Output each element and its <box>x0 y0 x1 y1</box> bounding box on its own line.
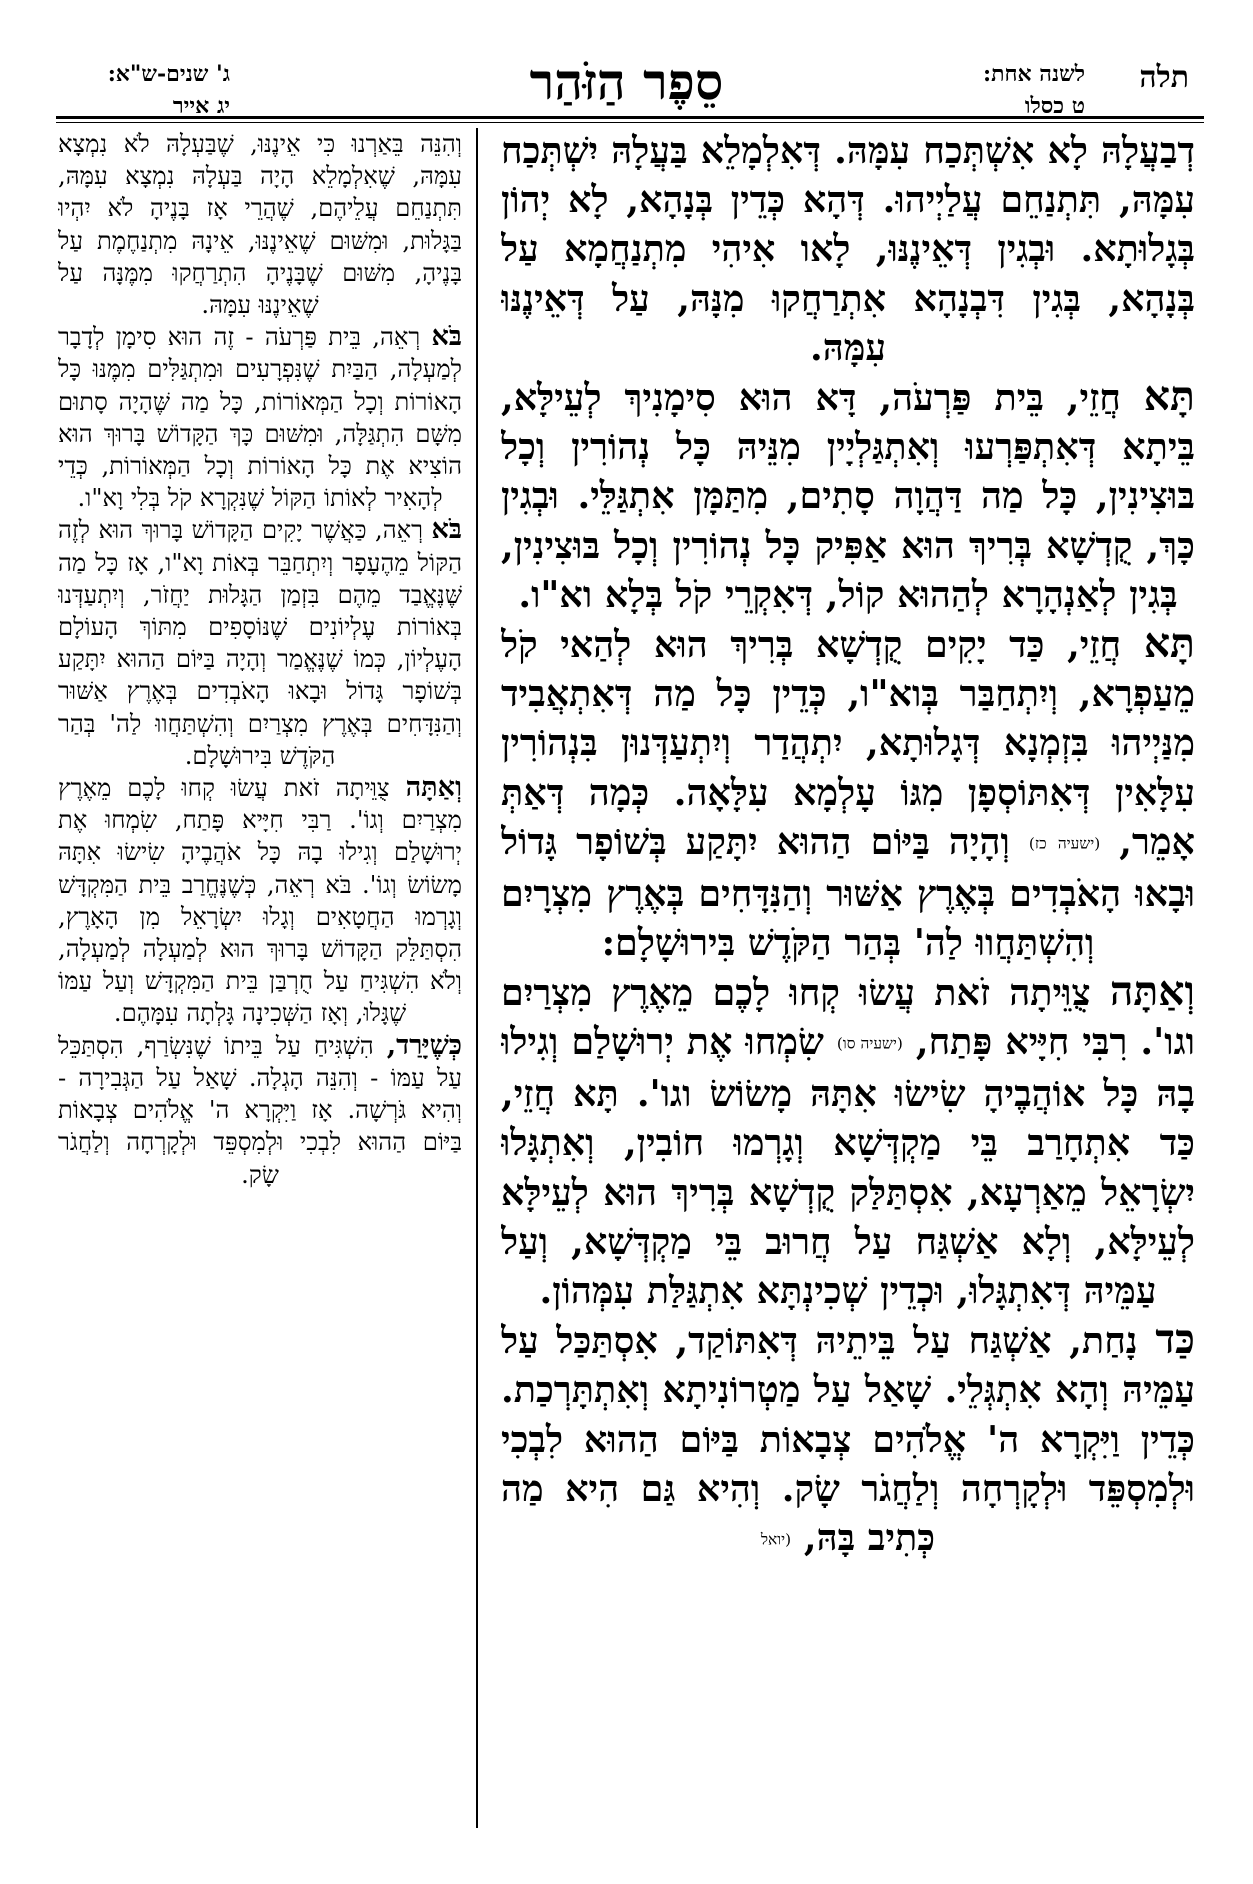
aramaic-column <box>501 126 1195 1834</box>
header-rule <box>56 116 1204 119</box>
header-rule-thin <box>56 122 1204 123</box>
page-header <box>0 0 1253 118</box>
opening-word: כַּד <box>1155 1315 1195 1364</box>
scripture-reference: (ישעיה כז) <box>1028 834 1101 853</box>
scripture-reference: (ישעיה סו) <box>836 1034 903 1053</box>
three-year-schedule <box>70 58 230 122</box>
page-number: תלה <box>1139 60 1189 95</box>
opening-word: בֹּא <box>431 321 462 353</box>
main-paragraph-1: דְבַעֲלָהּ לָא אִשְׁתְּכַח עִמָּהּ. דְּאִלְמָלֵא בַּעֲלָהּ יִשְׁתְּכַח עִמָּהּ, תִּתְנַחֵם עֲלַיְיהוּ. דְּהָא כְּדֵין בְּנָהָא, לָא יְהוֹן בְּגָלוּתָא. וּבְגִין דְּאֵינֶנּוּ, לָאו אִיהִי מִתְנַחֲמָא עַל בְּנָהָא, בְּגִין דִּבְנָהָא אִתְרַחֲקוּ מִנָּהּ, עַל דְּאֵינֶנּוּ עִמָּהּ. <box>501 129 1195 369</box>
side-paragraph-3: בֹּא רְאֵה, כַּאֲשֶׁר יָקִים הַקָּדוֹשׁ בָּרוּךְ הוּא לְזֶה הַקּוֹל מֵהֶעָפָר וְיִתְחַבֵּר בְּאוֹת וָא"ו, אָז כָּל מַה שֶּׁנֶּאֱבַד מֵהֶם בִּזְמַן הַגָּלוּת יַחֲזֹר, וְיִתְעַדְּנוּ בְּאוֹרוֹת עֶלְיוֹנִים שֶׁנּוֹסָפִים מִתּוֹךְ הָעוֹלָם הָעֶלְיוֹן, כְּמוֹ שֶׁנֶּאֱמַר וְהָיָה בַּיּוֹם הַהוּא יִתָּקַע בְּשׁוֹפָר גָּדוֹל וּבָאוּ הָאֹבְדִים בְּאֶרֶץ אַשּׁוּר וְהַנִּדָּחִים בְּאֶרֶץ מִצְרַיִם וְהִשְׁתַּחֲווּ לַה' בְּהַר הַקֹּדֶשׁ בִּירוּשָׁלָם. <box>58 514 462 770</box>
opening-word: בֹּא <box>431 514 462 546</box>
opening-word: כְּשֶׁיָּרַד, <box>386 1029 462 1061</box>
three-year-schedule-date: יג אייר <box>172 93 230 119</box>
column-divider <box>476 128 478 1828</box>
opening-word: תָּא <box>1143 619 1195 668</box>
main-paragraph-2: תָּא חֲזֵי, בֵּית פַּרְעֹה, דָּא הוּא סִימָנִיךְ לְעֵילָּא, בֵּיתָא דְּאִתְפַּרְעוּ וְאִתְגַּלְיָין מִנֵּיהּ כָּל נְהוֹרִין וְכָל בּוּצִינִין, כָּל מַה דַּהֲוָה סָתִים, מִתַּמָּן אִתְגַּלֵּי. וּבְגִין כָּךְ, קֻדְשָׁא בְּרִיךְ הוּא אַפִּיק כָּל נְהוֹרִין וְכָל בּוּצִינִין, בְּגִין לְאַנְהָרָא לְהַהוּא קוֹל, דְּאִקְרֵי קֹל בְּלָא וא"ו. <box>501 372 1195 616</box>
side-paragraph-2: בֹּא רְאֵה, בֵּית פַּרְעֹה - זֶה הוּא סִימָן לְדָבָר לְמַעְלָה, הַבַּיִת שֶׁנִּפְרָעִים וּמִתְגַּלִּים מִמֶּנּוּ כָּל הָאוֹרוֹת וְכָל הַמְּאוֹרוֹת, כָּל מַה שֶּׁהָיָה סָתוּם מִשָּׁם הִתְגַּלָּה, וּמִשּׁוּם כָּךְ הַקָּדוֹשׁ בָּרוּךְ הוּא הוֹצִיא אֶת כָּל הָאוֹרוֹת וְכָל הַמְּאוֹרוֹת, כְּדֵי לְהָאִיר לְאוֹתוֹ הַקּוֹל שֶׁנִּקְרָא קֹל בְּלִי וָא"ו. <box>58 321 462 513</box>
side-paragraph-5: כְּשֶׁיָּרַד, הִשְׁגִּיחַ עַל בֵּיתוֹ שֶׁנִּשְׂרַף, הִסְתַּכֵּל עַל עַמּוֹ - וְהִנֵּה הָגְלָה. שָׁאַל עַל הַגְּבִירָה - וְהִיא גֹּרְשָׁה. אָז וַיִּקְרָא ה' אֱלֹהִים צְבָאוֹת בַּיּוֹם הַהוּא לִבְכִי וּלְמִסְפֵּד וּלְקָרְחָה וְלַחֲגֹר שָׂק. <box>58 1029 462 1189</box>
book-title: סֵפֶר הַזֹּהַר <box>529 52 724 111</box>
opening-word: תָּא <box>1143 372 1195 421</box>
scripture-reference: (יואל <box>760 1530 792 1549</box>
main-paragraph-5: כַּד נָחַת, אַשְׁגַּח עַל בֵּיתֵיהּ דְּאִתּוֹקַד, אִסְתַּכַּל עַל עַמֵּיהּ וְהָא אִתְגְּלֵי. שָׁאַל עַל מַטְרוֹנִיתָא וְאִתְתָּרְכַת. כְּדֵין וַיִּקְרָא ה' אֱלֹהִים צְבָאוֹת בַּיּוֹם הַהוּא לִבְכִי וּלְמִסְפֵּד וּלְקָרְחָה וְלַחֲגֹר שָׂק. וְהִיא גַּם הִיא מַה כְּתִיב בָּהּ, (יואל <box>501 1315 1195 1559</box>
hebrew-translation-column <box>58 128 462 1834</box>
side-paragraph-1: וְהִנֵּה בֵּאַרְנוּ כִּי אֵינֶנּוּ, שֶׁבַּעְלָהּ לֹא נִמְצָא עִמָּהּ, שֶׁאִלְמָלֵא הָיָה בַּעְלָהּ נִמְצָא עִמָּהּ, תִּתְנַחֵם עֲלֵיהֶם, שֶׁהֲרֵי אָז בָּנֶיהָ לֹא יִהְיוּ בַּגָּלוּת, וּמִשּׁוּם שֶׁאֵינֶנּוּ, אֵינָהּ מִתְנַחֶמֶת עַל בָּנֶיהָ, מִשּׁוּם שֶׁבָּנֶיהָ הִתְרַחֲקוּ מִמֶּנָּה עַל שֶׁאֵינֶנּוּ עִמָּהּ. <box>58 130 462 320</box>
yearly-schedule-label: לשנה אחת: <box>982 61 1085 87</box>
yearly-schedule-date: ט כסלו <box>1024 93 1085 119</box>
opening-word: וְאַתָּה <box>405 772 462 804</box>
main-paragraph-3: תָּא חֲזֵי, כַּד יָקִים קֻדְשָׁא בְּרִיךְ הוּא לְהַאי קֹל מֵעַפְרָא, וְיִתְחַבַּר בְּוא"ו, כְּדֵין כָּל מַה דְּאִתְאֲבִיד מִנַּיְיהוּ בִּזְמְנָא דְּגָלוּתָא, יִתְהֲדַר וְיִתְעַדְּנוּן בִּנְהוֹרִין עִלָּאִין דְּאִתּוֹסְפָן מִגּוֹ עָלְמָא עִלָּאָה. כְּמָה דְּאַתְּ אָמֵר, (ישעיה כז) וְהָיָה בַּיּוֹם הַהוּא יִתָּקַע בְּשׁוֹפָר גָּדוֹל וּבָאוּ הָאֹבְדִים בְּאֶרֶץ אַשּׁוּר וְהַנִּדָּחִים בְּאֶרֶץ מִצְרָיִם וְהִשְׁתַּחֲווּ לַה' בְּהַר הַקֹּדֶשׁ בִּירוּשָׁלָם: <box>501 619 1195 964</box>
three-year-schedule-label: ג' שנים-ש"א: <box>107 61 230 87</box>
main-paragraph-4: וְאַתָּה צֻוֵּיתָה זֹאת עֲשׂוּ קְחוּ לָכֶם מֵאֶרֶץ מִצְרַיִם וגו'. רִבִּי חִיָּיא פָּתַח, (ישעיה סו) שִׂמְחוּ אֶת יְרוּשָׁלַם וְגִילוּ בָהּ כָּל אוֹהֲבֶיהָ שִׂישׂוּ אִתָּהּ מָשׂוֹשׂ וגו'. תָּא חֲזֵי, כַּד אִתְחָרַב בֵּי מַקְדְּשָׁא וְגָרְמוּ חוֹבִין, וְאִתְגָּלוּ יִשְׂרָאֵל מֵאַרְעָא, אִסְתַּלַּק קֻדְשָׁא בְּרִיךְ הוּא לְעֵילָּא לְעֵילָּא, וְלָא אַשְׁגַּח עַל חֲרוּב בֵּי מַקְדְּשָׁא, וְעַל עַמֵּיהּ דְּאִתְגָּלוּ, וּכְדֵין שְׁכִינְתָּא אִתְגַּלַּת עִמְּהוֹן. <box>501 967 1195 1312</box>
opening-word: וְאַתָּה <box>1109 967 1195 1016</box>
side-paragraph-4: וְאַתָּה צֻוֵּיתָה זֹאת עֲשׂוּ קְחוּ לָכֶם מֵאֶרֶץ מִצְרַיִם וְגוֹ'. רַבִּי חִיָּיא פָּתַח, שִׂמְחוּ אֶת יְרוּשָׁלַם וְגִילוּ בָהּ כָּל אֹהֲבֶיהָ שִׂישׂוּ אִתָּהּ מָשׂוֹשׂ וְגוֹ'. בֹּא רְאֵה, כְּשֶׁנֶּחֱרַב בֵּית הַמִּקְדָּשׁ וְגָרְמוּ הַחֲטָאִים וְגָלוּ יִשְׂרָאֵל מִן הָאָרֶץ, הִסְתַּלֵּק הַקָּדוֹשׁ בָּרוּךְ הוּא לְמַעְלָה לְמַעְלָה, וְלֹא הִשְׁגִּיחַ עַל חֻרְבַּן בֵּית הַמִּקְדָּשׁ וְעַל עַמּוֹ שֶׁגָּלוּ, וְאָז הַשְּׁכִינָה גָּלְתָה עִמָּהֶם. <box>58 772 462 1028</box>
